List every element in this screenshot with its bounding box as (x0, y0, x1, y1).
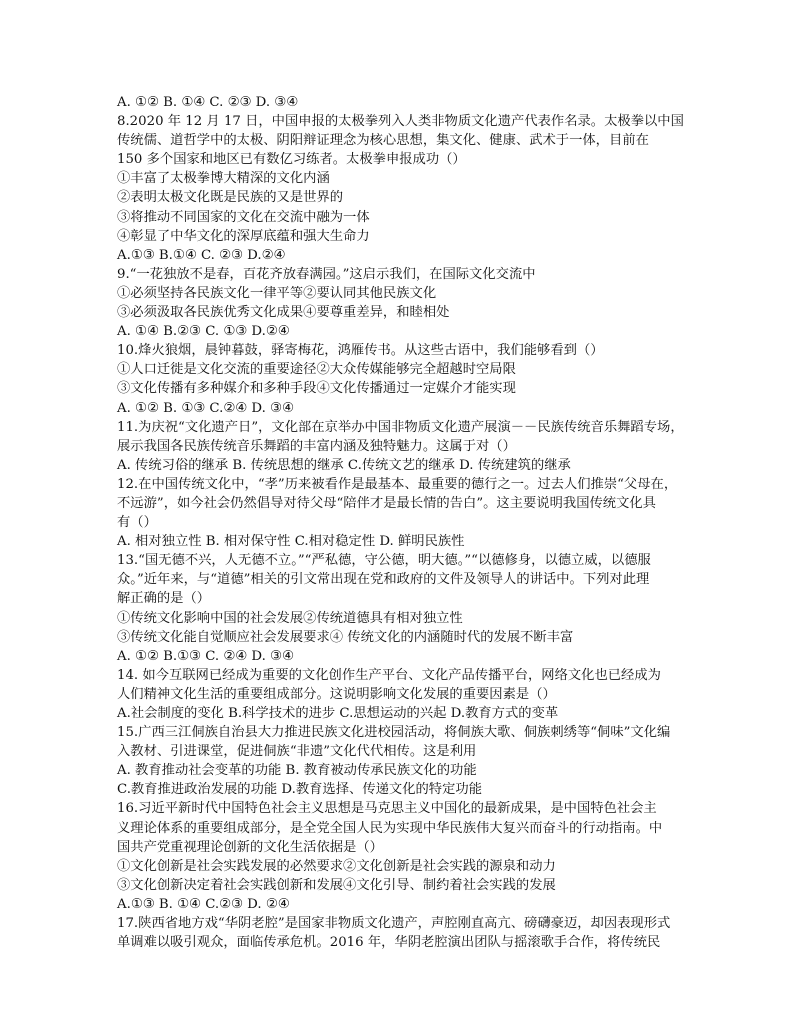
answer-options-q12: A. 相对独立性 B. 相对保守性 C.相对稳定性 D. 鲜明民族性 (117, 534, 465, 550)
question-10-statement: ①人口迁徙是文化交流的重要途径②大众传媒能够完全超越时空局限 (117, 362, 516, 378)
answer-options-q14: A.社会制度的变化 B.科学技术的进步 C.思想运动的兴起 D.教育方式的变革 (117, 706, 559, 721)
question-13-stem: 13.“国无德不兴，人无德不立。”“严私德，守公德，明大德。”“以德修身，以德立威，以德服 (117, 553, 651, 569)
question-8-statement: ④彰显了中华文化的深厚底蕴和强大生命力 (117, 228, 370, 244)
question-8-stem: 8.2020 年 12 月 17 日，中国申报的太极拳列入人类非物质文化遗产代表作名录。太极拳以中国 (117, 114, 684, 130)
question-13-statement: ③传统文化能自觉顺应社会发展要求④ 传统文化的内涵随时代的发展不断丰富 (117, 629, 574, 645)
question-9-statement: ①必须坚持各民族文化一律平等②要认同其他民族文化 (117, 285, 437, 301)
question-12-stem: 12.在中国传统文化中，“孝”历来被看作是最基本、最重要的德行之一。过去人们推崇“父母在， (117, 476, 678, 492)
question-17-stem: 17.陕西省地方戏“华阴老腔”是国家非物质文化遗产，声腔刚直高亢、磅礴豪迈，却因表现形式 (117, 916, 671, 932)
answer-options-q13: A. ①② B.①③ C. ②④ D. ③④ (117, 648, 294, 664)
question-17-stem: 单调难以吸引观众，面临传承危机。2016 年，华阴老腔演出团队与摇滚歌手合作，将传统民 (117, 935, 661, 951)
answer-options-q7: A. ①② B. ①④ C. ②③ D. ③④ (117, 95, 299, 110)
question-16-statement: ①文化创新是社会实践发展的必然要求②文化创新是社会实践的源泉和动力 (117, 858, 556, 874)
question-13-statement: ①传统文化影响中国的社会发展②传统道德具有相对独立性 (117, 610, 463, 626)
question-14-stem: 14. 如今互联网已经成为重要的文化创作生产平台、文化产品传播平台，网络文化也已经成为 (117, 667, 661, 683)
question-11-stem: 展示我国各民族传统音乐舞蹈的丰富内涵及独特魅力。这属于对（） (117, 438, 516, 454)
exam-document (117, 93, 702, 952)
answer-options-q8: A.①③ B.①④ C. ②③ D.②④ (117, 247, 286, 263)
question-12-stem: 不远游”，如今社会仍然倡导对待父母“陪伴才是最长情的告白”。这主要说明我国传统文化具 (117, 495, 656, 511)
question-16-stem: 义理论体系的重要组成部分，是全党全国人民为实现中华民族伟大复兴而奋斗的行动指南。中 (117, 820, 663, 836)
question-13-stem: 众。”近年来，与“道德”相关的引文常出现在党和政府的文件及领导人的讲话中。下列对此理 (117, 572, 650, 588)
answer-options-q10: A. ①② B. ①③ C.②④ D. ③④ (117, 400, 294, 416)
question-16-stem: 16.习近平新时代中国特色社会主义思想是马克思主义中国化的最新成果，是中国特色社会主 (117, 801, 657, 817)
question-16-stem: 国共产党重视理论创新的文化生活依据是（） (117, 839, 383, 855)
answer-options-q15: C.教育推进政治发展的功能 D.教育选择、传递文化的特定功能 (117, 782, 482, 798)
question-15-stem: 入教材、引进课堂，促进侗族“非遗”文化代代相传。这是利用 (117, 744, 477, 760)
question-10-stem: 10.烽火狼烟，晨钟暮鼓，驿寄梅花，鸿雁传书。从这些古语中，我们能够看到（） (117, 343, 604, 359)
answer-options-q15: A. 教育推动社会变革的功能 B. 教育被动传承民族文化的功能 (117, 763, 477, 779)
question-8-statement: ②表明太极文化既是民族的又是世界的 (117, 190, 344, 206)
question-11-stem: 11.为庆祝“文化遗产日”，文化部在京举办中国非物质文化遗产展演－－民族传统音乐舞蹈专场， (117, 419, 684, 435)
answer-options-q16: A.①③ B. ①④ C.②③ D. ②④ (117, 896, 290, 912)
question-10-statement: ③文化传播有多种媒介和多种手段④文化传播通过一定媒介才能实现 (117, 381, 516, 397)
question-8-stem: 传统儒、道哲学中的太极、阴阳辩证理念为核心思想，集文化、健康、武术于一体，目前在 (117, 133, 649, 149)
question-16-statement: ③文化创新决定着社会实践创新和发展④文化引导、制约着社会实践的发展 (117, 877, 556, 893)
answer-options-q9: A. ①④ B.②③ C. ①③ D.②④ (117, 324, 290, 340)
question-12-stem: 有（） (117, 515, 157, 531)
question-8-statement: ③将推动不同国家的文化在交流中融为一体 (117, 209, 370, 225)
question-9-stem: 9.“一花独放不是春，百花齐放春满园。”这启示我们，在国际文化交流中 (117, 266, 536, 282)
question-8-stem: 150 多个国家和地区已有数亿习练者。太极拳申报成功（） (117, 152, 466, 168)
question-14-stem: 人们精神文化生活的重要组成部分。这说明影响文化发展的重要因素是（） (117, 686, 556, 702)
question-9-statement: ③必须汲取各民族优秀文化成果④要尊重差异，和睦相处 (117, 305, 450, 321)
question-8-statement: ①丰富了太极拳博大精深的文化内涵 (117, 171, 330, 187)
answer-options-q11: A. 传统习俗的继承 B. 传统思想的继承 C.传统文艺的继承 D. 传统建筑的继承 (117, 457, 571, 473)
question-15-stem: 15.广西三江侗族自治县大力推进民族文化进校园活动，将侗族大歌、侗族刺绣等“侗味”文化编 (117, 725, 671, 741)
question-13-stem: 解正确的是（） (117, 591, 211, 607)
